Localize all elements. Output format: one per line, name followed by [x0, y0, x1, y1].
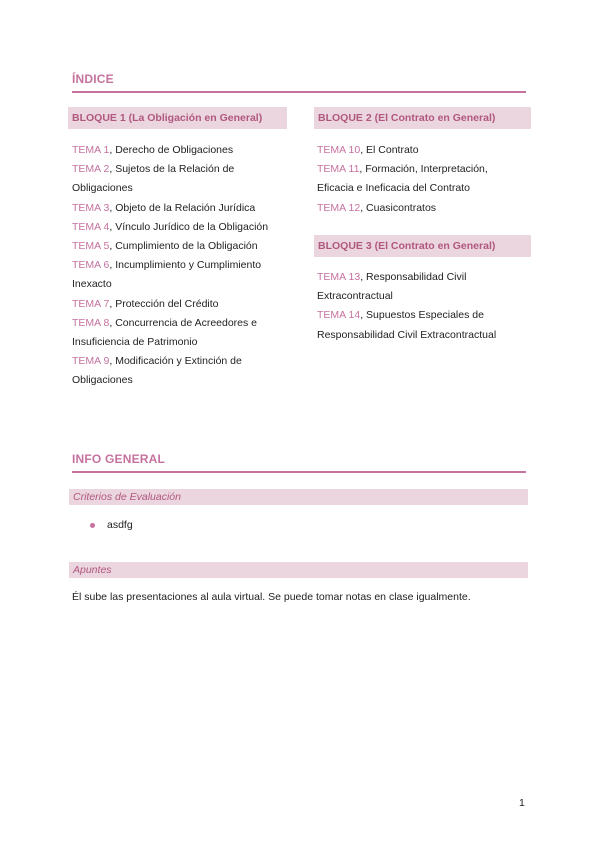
- tema-label: TEMA 4: [72, 220, 110, 233]
- tema-item[interactable]: [317, 160, 527, 198]
- bloque-2-list: [317, 141, 527, 218]
- tema-item[interactable]: [317, 306, 527, 344]
- apuntes-header: Apuntes: [69, 562, 528, 578]
- tema-title: , Concurrencia de Acreedores e Insuficiencia de Patrimonio: [72, 316, 258, 349]
- tema-title: , Derecho de Obligaciones: [109, 144, 234, 156]
- indice-heading: ÍNDICE: [72, 72, 526, 93]
- tema-item[interactable]: [72, 237, 284, 256]
- tema-label: TEMA 14: [317, 309, 361, 322]
- tema-item[interactable]: [72, 160, 284, 198]
- tema-label: TEMA 2: [72, 163, 110, 176]
- tema-title: , El Contrato: [360, 144, 419, 156]
- tema-label: TEMA 9: [72, 355, 110, 368]
- bloque-2-header: BLOQUE 2 (El Contrato en General): [314, 107, 531, 129]
- tema-label: TEMA 5: [72, 240, 110, 253]
- bullet-icon: [90, 523, 95, 528]
- tema-title: , Sujetos de la Relación de Obligaciones: [72, 163, 235, 195]
- tema-item[interactable]: [317, 199, 527, 218]
- tema-item[interactable]: [72, 141, 284, 160]
- tema-label: TEMA 10: [317, 144, 361, 156]
- tema-title: , Vínculo Jurídico de la Obligación: [109, 220, 269, 233]
- bloque-3-list: [317, 268, 527, 345]
- bloque-1-list: [72, 141, 284, 391]
- tema-title: , Protección del Crédito: [109, 297, 219, 310]
- tema-label: TEMA 1: [72, 144, 110, 156]
- apuntes-paragraph: Él sube las presentaciones al aula virtual. Se puede tomar notas en clase igualmente.: [72, 591, 471, 603]
- bloque-3-header: BLOQUE 3 (El Contrato en General): [314, 235, 531, 257]
- tema-title: , Responsabilidad Civil Extracontractual: [317, 271, 467, 303]
- tema-label: TEMA 12: [317, 201, 361, 214]
- tema-item[interactable]: [72, 256, 284, 294]
- tema-item[interactable]: [72, 352, 284, 390]
- tema-label: TEMA 11: [317, 163, 360, 176]
- tema-title: , Formación, Interpretación, Eficacia e Ineficacia del Contrato: [317, 163, 488, 195]
- tema-title: , Modificación y Extinción de Obligaciones: [72, 355, 242, 387]
- tema-item[interactable]: [72, 199, 284, 218]
- tema-item[interactable]: [72, 314, 284, 352]
- tema-title: , Supuestos Especiales de Responsabilidad Civil Extracontractual: [317, 309, 497, 341]
- tema-label: TEMA 3: [72, 201, 110, 214]
- page-number: 1: [519, 797, 525, 809]
- criterios-header: Criterios de Evaluación: [69, 489, 528, 505]
- bloque-1-header: BLOQUE 1 (La Obligación en General): [68, 107, 287, 129]
- tema-item[interactable]: [72, 295, 284, 314]
- list-item: [90, 519, 133, 531]
- tema-label: TEMA 6: [72, 259, 110, 272]
- info-general-heading: INFO GENERAL: [72, 452, 526, 473]
- tema-label: TEMA 7: [72, 297, 110, 310]
- tema-label: TEMA 13: [317, 271, 361, 283]
- tema-title: , Cuasicontratos: [360, 201, 437, 214]
- tema-title: , Cumplimiento de la Obligación: [109, 240, 258, 253]
- tema-title: , Incumplimiento y Cumplimiento Inexacto: [72, 259, 262, 291]
- tema-title: , Objeto de la Relación Jurídica: [109, 201, 256, 214]
- tema-item[interactable]: [317, 268, 527, 306]
- tema-item[interactable]: [72, 218, 284, 237]
- tema-label: TEMA 8: [72, 316, 110, 329]
- tema-item[interactable]: [317, 141, 527, 160]
- criterio-text: asdfg: [107, 519, 133, 531]
